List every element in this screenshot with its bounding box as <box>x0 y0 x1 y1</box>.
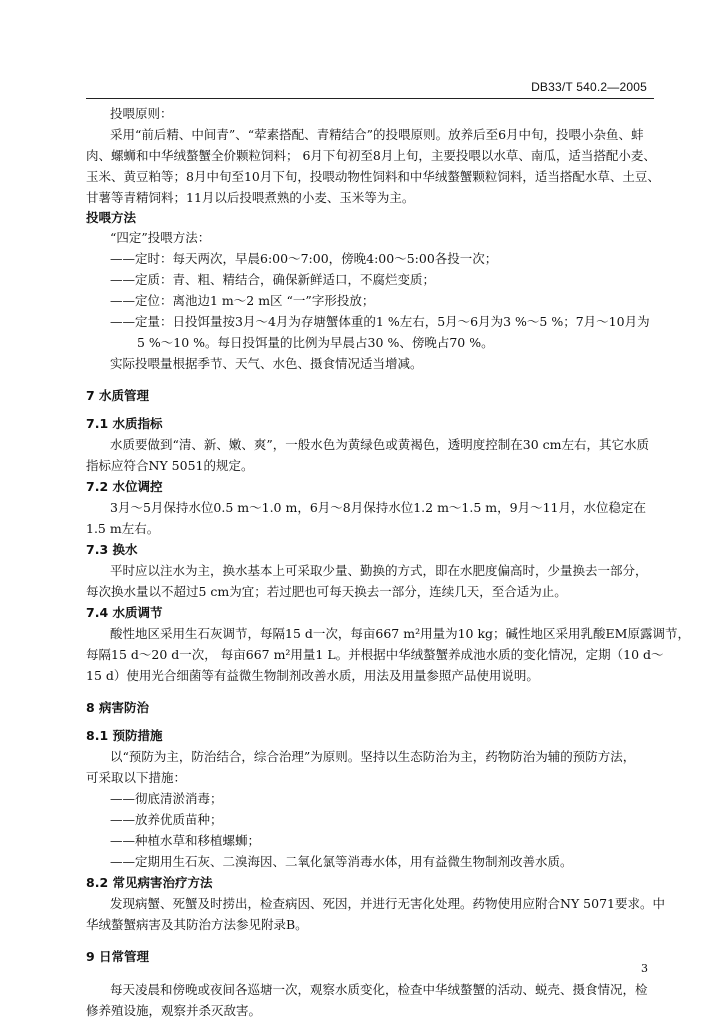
paragraph-line: 平时应以注水为主，换水基本上可采取少量、勤换的方式，即在水肥度偏高时，少量换去一部分， <box>110 563 648 578</box>
list-item: ——定时：每天两次，早晨6:00～7:00，傍晚4:00～5:00各投一次； <box>110 251 498 266</box>
paragraph-line: 肉、螺蛳和中华绒螯蟹全价颗粒饲料； 6月下旬初至8月上旬，主要投喂以水草、南瓜，适当搭配小麦、 <box>86 148 656 163</box>
paragraph-line: 玉米、黄豆粕等；8月中旬至10月下旬，投喂动物性饲料和中华绒螯蟹颗粒饲料，适当搭配水草、土豆、 <box>86 169 660 184</box>
paragraph-line: 酸性地区采用生石灰调节，每隔15 d一次，每亩667 m²用量为10 kg；碱性地区采用乳酸EM原露调节， <box>110 626 690 641</box>
paragraph-line: 水质要做到“清、新、嫩、爽”，一般水色为黄绿色或黄褐色，透明度控制在30 cm左右，其它水质 <box>110 437 650 452</box>
paragraph-line: 华绒螯蟹病害及其防治方法参见附录B。 <box>86 917 308 932</box>
section-8-2-heading: 8.2 常见病害治疗方法 <box>86 875 213 890</box>
section-7-1-heading: 7.1 水质指标 <box>86 416 163 431</box>
paragraph-line: 甘薯等青精饲料；11月以后投喂煮熟的小麦、玉米等为主。 <box>86 190 415 205</box>
section-7-heading: 7 水质管理 <box>86 388 150 403</box>
paragraph-line: 采用“前后精、中间青”、“荤素搭配、青精结合”的投喂原则。放养后至6月中旬，投喂小杂鱼、蚌 <box>110 127 644 142</box>
list-item: ——放养优质苗种； <box>110 812 223 827</box>
paragraph-line: 15 d）使用光合细菌等有益微生物制剂改善水质，用法及用量参照产品使用说明。 <box>86 668 539 683</box>
list-item-continuation: 5 %～10 %。每日投饵量的比例为早晨占30 %、傍晚占70 %。 <box>137 335 494 350</box>
paragraph-line: 每天凌晨和傍晚或夜间各巡塘一次，观察水质变化，检查中华绒螯蟹的活动、蜕壳、摄食情况，检 <box>110 982 648 997</box>
paragraph-line: 每隔15 d～20 d一次， 每亩667 m²用量1 L。并根据中华绒螯蟹养成池水质的变化情况，定期（10 d～ <box>86 647 664 662</box>
section-9-heading: 9 日常管理 <box>86 949 150 964</box>
section-8-heading: 8 病害防治 <box>86 700 150 715</box>
feeding-note: 实际投喂量根据季节、天气、水色、摄食情况适当增减。 <box>110 356 423 371</box>
paragraph-line: 指标应符合NY 5051的规定。 <box>86 458 254 473</box>
paragraph-line: 每次换水量以不超过5 cm为宜；若过肥也可每天换去一部分，连续几天，至合适为止。 <box>86 584 567 599</box>
paragraph-line: 修养殖设施，观察并杀灭敌害。 <box>86 1003 262 1018</box>
paragraph-line: 可采取以下措施： <box>86 770 187 785</box>
section-7-3-heading: 7.3 换水 <box>86 542 138 557</box>
paragraph-line: 以“预防为主，防治结合，综合治理”为原则。坚持以生态防治为主，药物防治为辅的预防方法， <box>110 749 636 764</box>
paragraph-line: 3月～5月保持水位0.5 m～1.0 m，6月～8月保持水位1.2 m～1.5 m，9月～11月，水位稳定在 <box>110 500 646 515</box>
feeding-principle-label: 投喂原则： <box>110 106 173 121</box>
header-rule <box>86 98 654 99</box>
list-item: ——定量：日投饵量按3月～4月为存塘蟹体重的1 %左右，5月～6月为3 %～5 %；7月～10月为 <box>110 314 650 329</box>
feeding-method-intro: “四定”投喂方法： <box>110 230 211 245</box>
section-7-2-heading: 7.2 水位调控 <box>86 479 163 494</box>
document-id: DB33/T 540.2—2005 <box>531 80 647 94</box>
list-item: ——定期用生石灰、二溴海因、二氧化氯等消毒水体，用有益微生物制剂改善水质。 <box>110 854 573 869</box>
page-number: 3 <box>641 962 648 975</box>
list-item: ——种植水草和移植螺蛳； <box>110 833 261 848</box>
list-item: ——定位：离池边1 m～2 m区 “一”字形投放； <box>110 293 375 308</box>
section-8-1-heading: 8.1 预防措施 <box>86 728 163 743</box>
paragraph-line: 发现病蟹、死蟹及时捞出，检查病因、死因，并进行无害化处理。药物使用应附合NY 5071要求。中 <box>110 896 665 911</box>
list-item: ——彻底清淤消毒； <box>110 791 223 806</box>
paragraph-line: 1.5 m左右。 <box>86 521 160 536</box>
section-7-4-heading: 7.4 水质调节 <box>86 605 163 620</box>
list-item: ——定质：青、粗、精结合，确保新鲜适口，不腐烂变质； <box>110 272 436 287</box>
feeding-method-heading: 投喂方法 <box>86 210 137 225</box>
